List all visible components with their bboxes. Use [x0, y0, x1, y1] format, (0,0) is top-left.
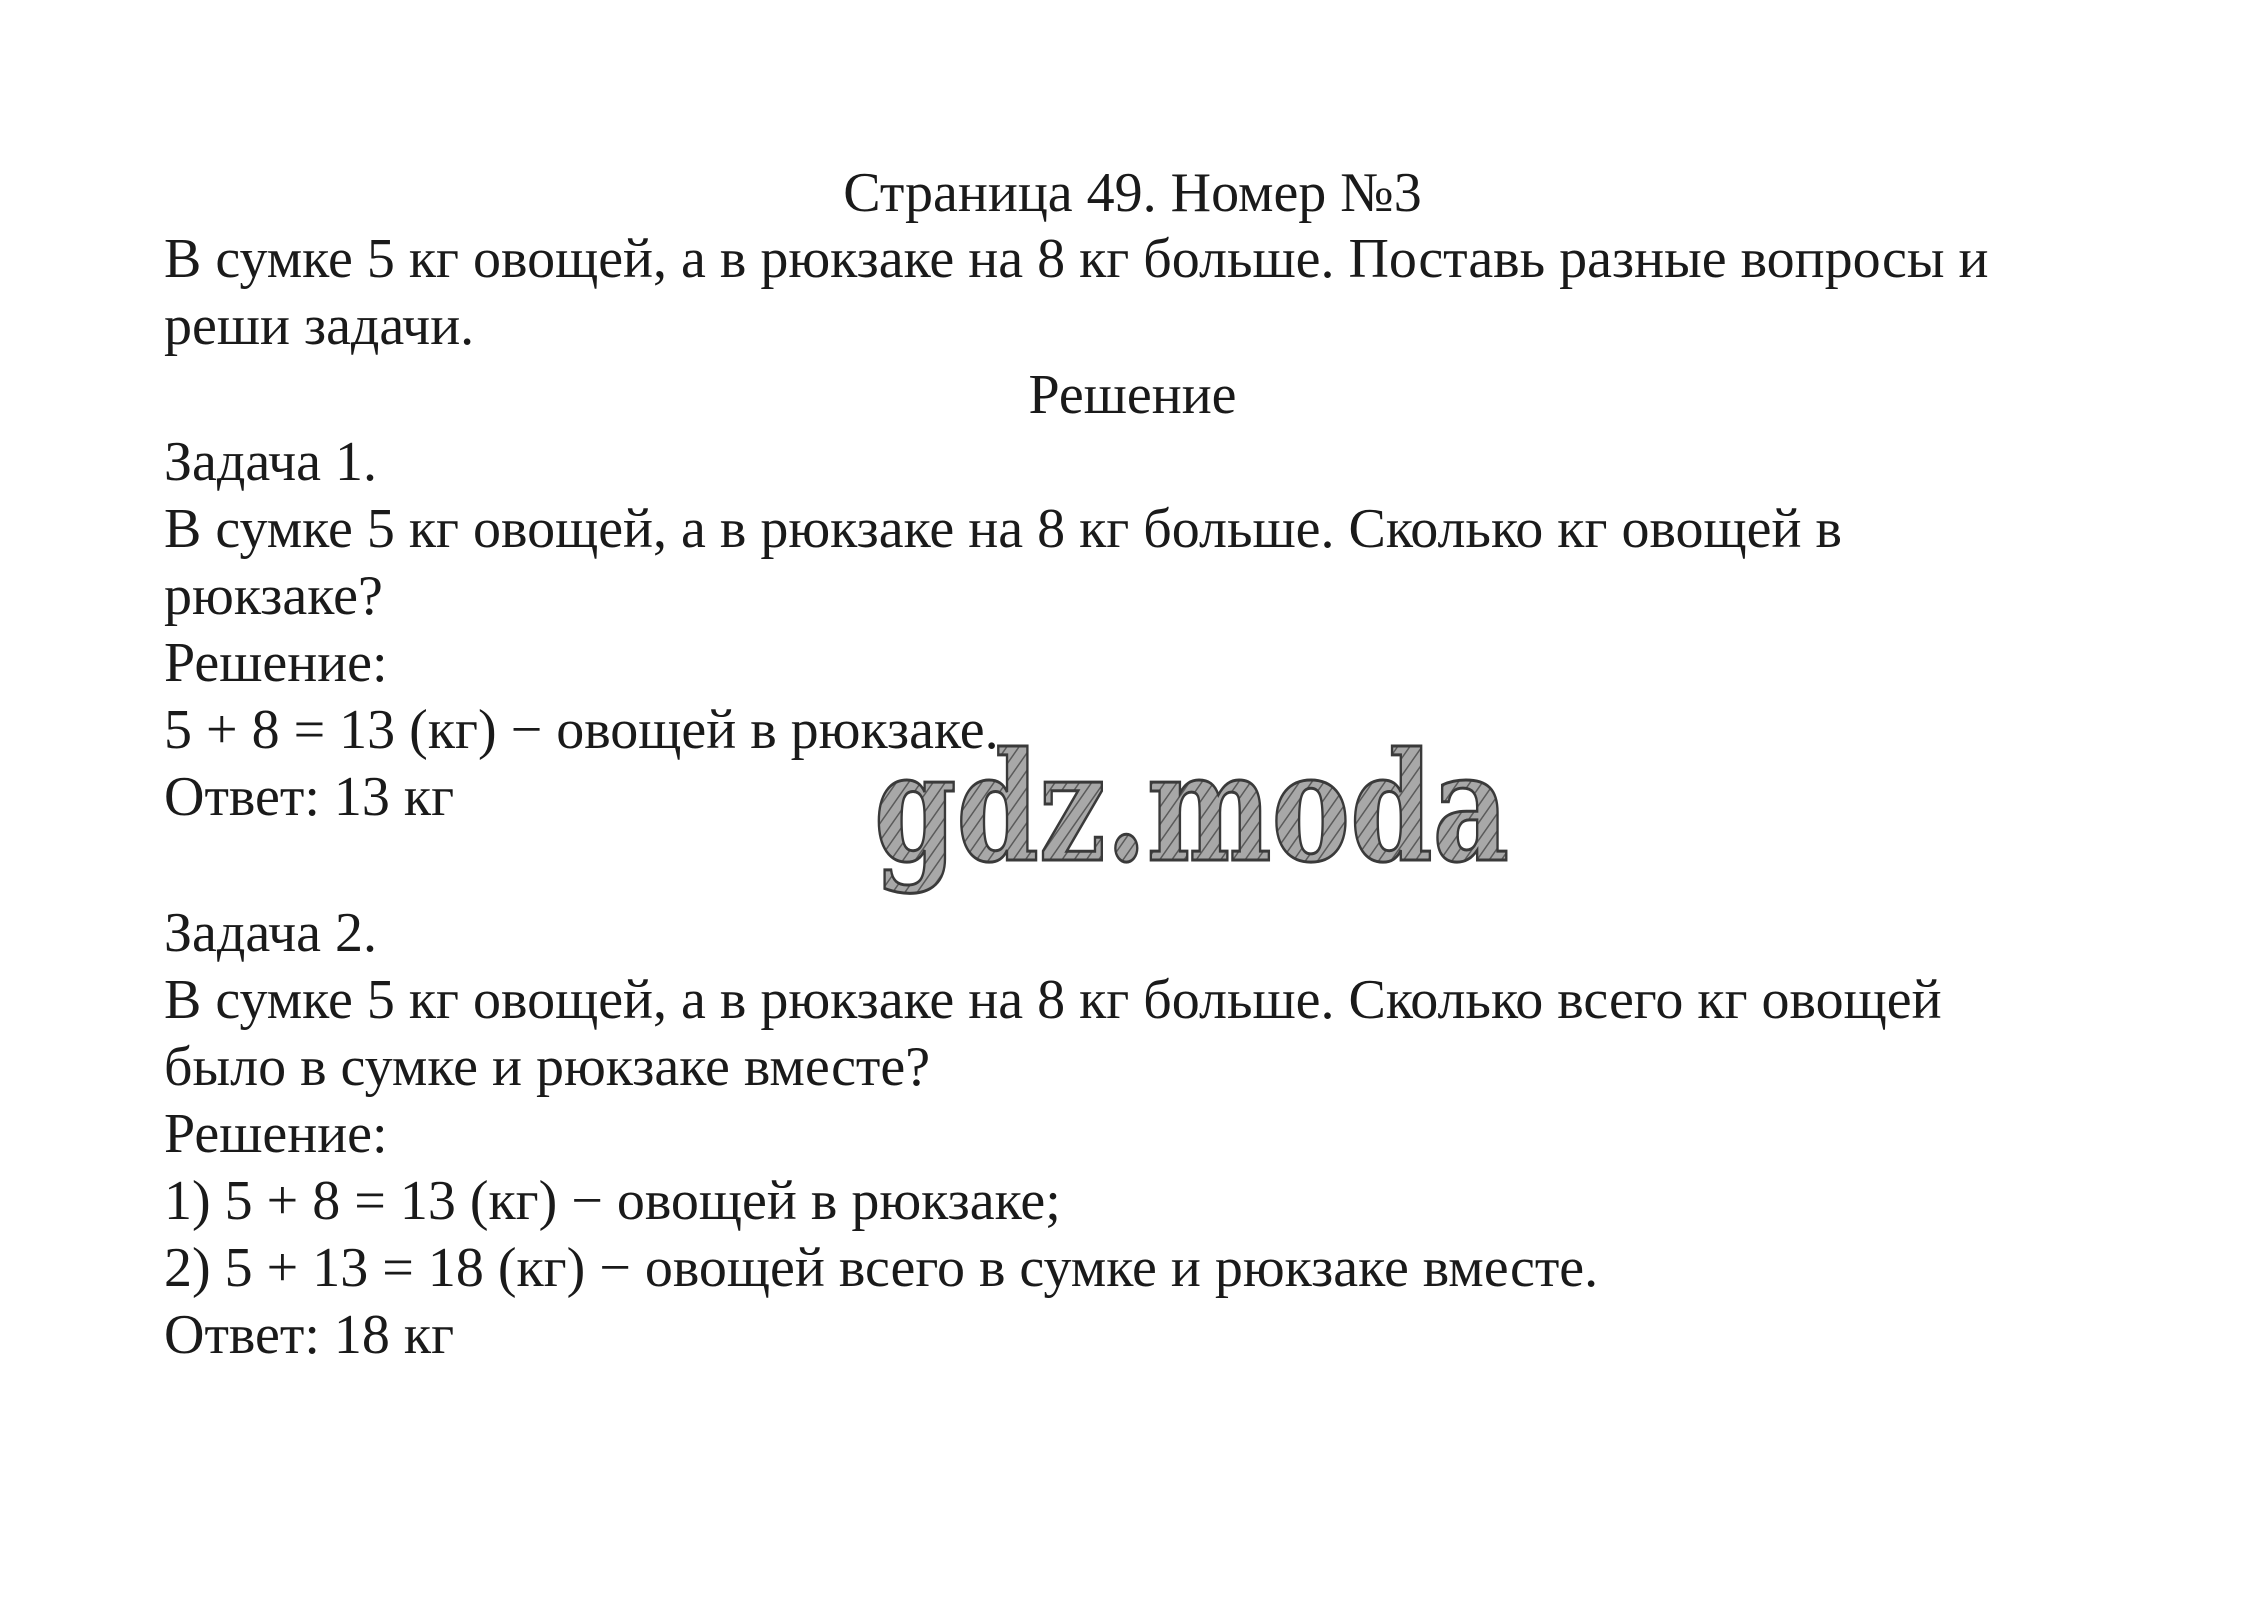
solution-heading: Решение: [1028, 364, 1237, 426]
task1-heading: Задача 1.: [164, 431, 378, 493]
task1-step-1: 5 + 8 = 13 (кг) − овощей в рюкзаке.: [164, 699, 999, 761]
task2-solution-label: Решение:: [164, 1103, 388, 1165]
task2-heading: Задача 2.: [164, 902, 378, 964]
task1-question-line-2: рюкзаке?: [164, 565, 383, 627]
task1-answer: Ответ: 13 кг: [164, 766, 455, 828]
page-title: Страница 49. Номер №3: [843, 162, 1422, 224]
task2-step-2: 2) 5 + 13 = 18 (кг) − овощей всего в сумке и рюкзаке вместе.: [164, 1237, 1599, 1299]
task1-question-line-1: В сумке 5 кг овощей, а в рюкзаке на 8 кг больше. Сколько кг овощей в: [164, 498, 1842, 560]
task2-question-line-1: В сумке 5 кг овощей, а в рюкзаке на 8 кг больше. Сколько всего кг овощей: [164, 969, 1942, 1031]
problem-line-1: В сумке 5 кг овощей, а в рюкзаке на 8 кг больше. Поставь разные вопросы и: [164, 228, 1989, 290]
watermark-logo: [868, 720, 1518, 912]
task2-answer: Ответ: 18 кг: [164, 1304, 455, 1366]
task1-solution-label: Решение:: [164, 632, 388, 694]
task2-question-line-2: было в сумке и рюкзаке вместе?: [164, 1036, 931, 1098]
watermark-text: gdz.moda: [874, 720, 1509, 896]
task2-step-1: 1) 5 + 8 = 13 (кг) − овощей в рюкзаке;: [164, 1170, 1061, 1232]
problem-line-2: реши задачи.: [164, 295, 475, 357]
